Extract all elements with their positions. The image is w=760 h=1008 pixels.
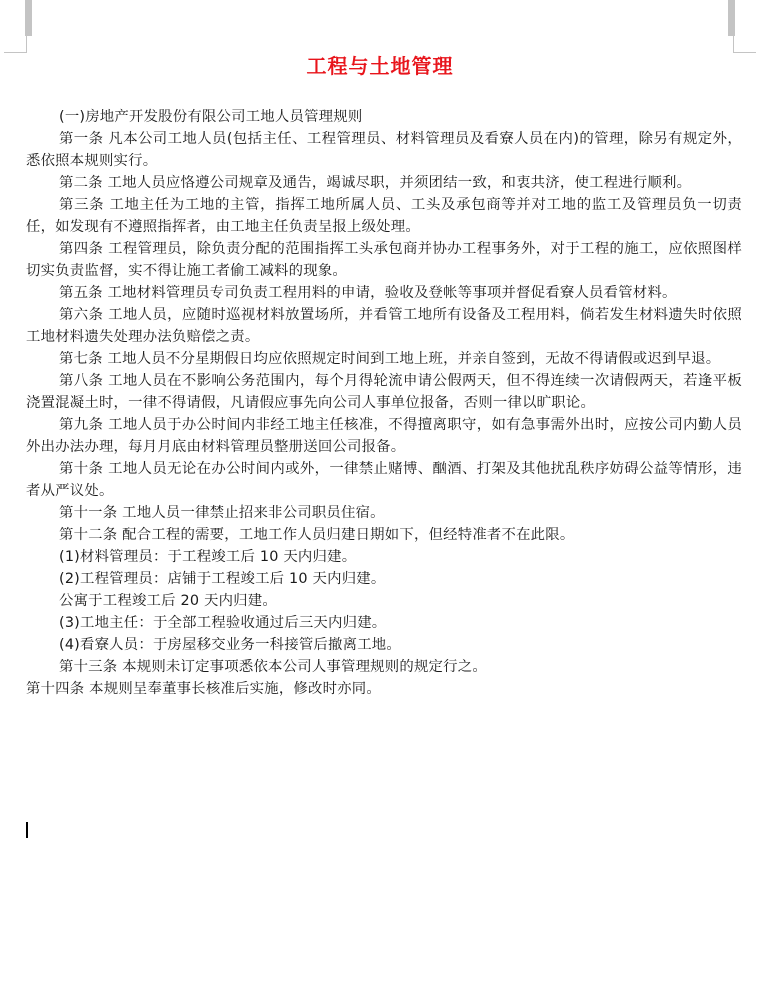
paragraph-article-10: 第十条 工地人员无论在办公时间内或外，一律禁止赌博、酗酒、打架及其他扰乱秩序妨碍公益等情形，违者从严议处。 [26,461,742,499]
paragraph-article-11: 第十一条 工地人员一律禁止招来非公司职员住宿。 [59,505,385,521]
paragraph-article-13: 第十三条 本规则未订定事项悉依本公司人事管理规则的规定行之。 [59,659,487,675]
document-title: 工程与土地管理 [306,54,454,78]
paragraph-article-9: 第九条 工地人员于办公时间内非经工地主任核准，不得擅离职守，如有急事需外出时，应按公司内勤人员外出办法办理，每月月底由材料管理员整册送回公司报备。 [26,417,742,455]
list-item-material-manager: (1)材料管理员：于工程竣工后 10 天内归建。 [59,549,357,565]
text-cursor [26,822,28,838]
paragraph-article-8: 第八条 工地人员在不影响公务范围内，每个月得轮流申请公假两天，但不得连续一次请假两天，若逢平板浇置混凝土时，一律不得请假，凡请假应事先向公司人事单位报备，否则一律以旷职论。 [26,373,742,411]
paragraph-article-1: 第一条 凡本公司工地人员(包括主任、工程管理员、材料管理员及看寮人员在内)的管理，除另有规定外，悉依照本规则实行。 [26,131,742,169]
list-item-site-director: (3)工地主任：于全部工程验收通过后三天内归建。 [59,615,387,631]
paragraph-heading: (一)房地产开发股份有限公司工地人员管理规则 [59,109,363,125]
paragraph-article-7: 第七条 工地人员不分星期假日均应依照规定时间到工地上班，并亲自签到，无故不得请假或迟到早退。 [59,351,721,367]
list-item-shed-keeper: (4)看寮人员：于房屋移交业务一科接管后撤离工地。 [59,637,401,653]
paragraph-article-3: 第三条 工地主任为工地的主管，指挥工地所属人员、工头及承包商等并对工地的监工及管理员负一切责任，如发现有不遵照指挥者，由工地主任负责呈报上级处理。 [26,197,742,235]
page-corner-mark-right-h [733,30,756,53]
paragraph-article-12: 第十二条 配合工程的需要，工地工作人员归建日期如下，但经特准者不在此限。 [59,527,575,543]
paragraph-article-4: 第四条 工程管理员，除负责分配的范围指挥工头承包商并协办工程事务外，对于工程的施工，应依照图样切实负责监督，实不得让施工者偷工减料的现象。 [26,241,742,279]
paragraph-article-2: 第二条 工地人员应恪遵公司规章及通告，竭诚尽职，并须团结一致，和衷共济，使工程进行顺利。 [59,175,692,191]
list-item-engineering-manager: (2)工程管理员：店铺于工程竣工后 10 天内归建。 [59,571,386,587]
paragraph-article-14: 第十四条 本规则呈奉董事长核准后实施，修改时亦同。 [26,681,381,697]
list-item-apartment: 公寓于工程竣工后 20 天内归建。 [59,593,277,609]
paragraph-article-6: 第六条 工地人员，应随时巡视材料放置场所，并看管工地所有设备及工程用料，倘若发生材料遗失时依照工地材料遗失处理办法负赔偿之责。 [26,307,742,345]
paragraph-article-5: 第五条 工地材料管理员专司负责工程用料的申请，验收及登帐等事项并督促看寮人员看管材料。 [59,285,677,301]
document-body[interactable] [26,106,742,700]
page-corner-mark-left-h [4,30,27,53]
